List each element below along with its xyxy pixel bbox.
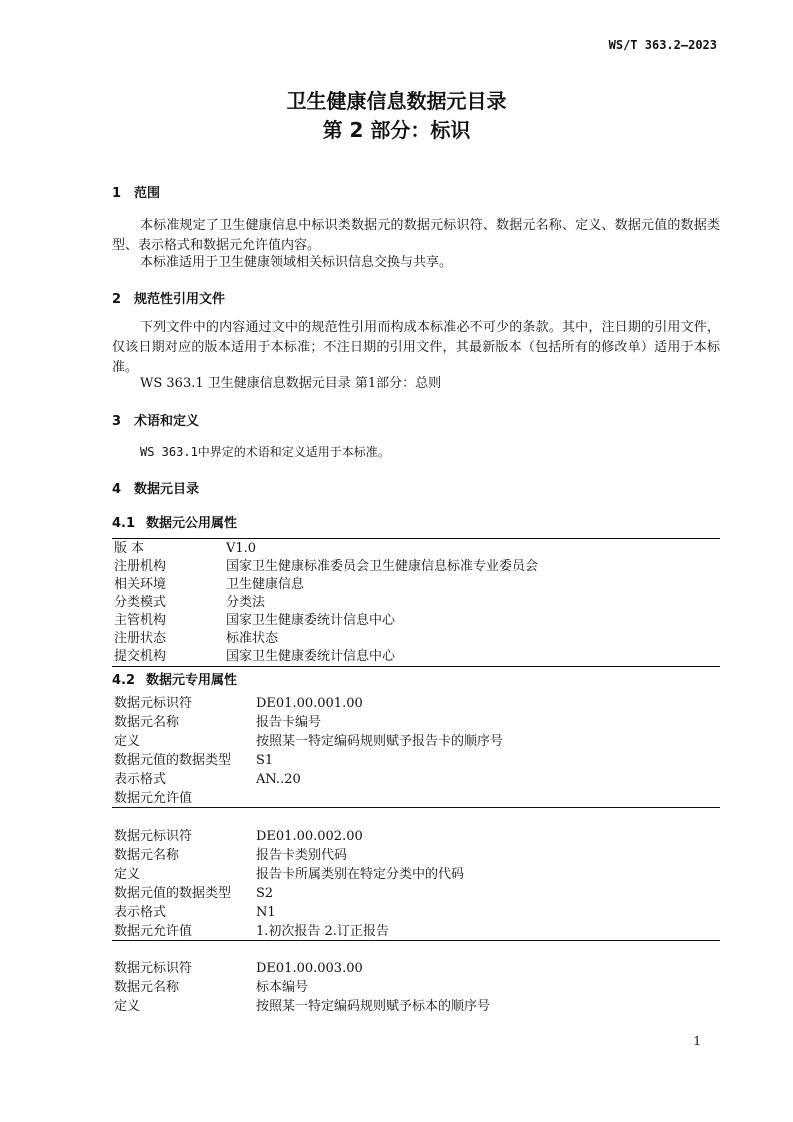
document-code: WS/T 363.2—2023: [608, 38, 717, 52]
section-title: 术语和定义: [134, 414, 200, 429]
block-separator-rule: [112, 807, 720, 808]
attribute-value: N1: [256, 905, 276, 920]
attribute-value: V1.0: [226, 541, 257, 556]
attribute-key: 数据元名称: [114, 848, 180, 863]
attribute-value: 报告卡类别代码: [256, 848, 348, 863]
block-separator-rule: [112, 940, 720, 941]
attribute-value: 报告卡所属类别在特定分类中的代码: [256, 867, 465, 882]
section-1-heading: [112, 182, 160, 201]
attribute-value: 国家卫生健康标准委员会卫生健康信息标准专业委员会: [226, 559, 539, 574]
section-number: 2: [112, 292, 122, 307]
attribute-key: 数据元名称: [114, 980, 180, 995]
section-4-heading: [112, 478, 199, 497]
attribute-key: 数据元值的数据类型: [114, 753, 232, 768]
attribute-value: 分类法: [226, 595, 266, 610]
section-title: 规范性引用文件: [134, 292, 226, 307]
attribute-key: 注册机构: [114, 559, 167, 574]
attribute-key: 数据元标识符: [114, 961, 193, 976]
attribute-value: AN..20: [256, 772, 301, 787]
attribute-value: 1.初次报告 2.订正报告: [256, 924, 389, 939]
attribute-key: 数据元标识符: [114, 696, 193, 711]
section-title: 范围: [134, 186, 161, 201]
attribute-value: DE01.00.002.00: [256, 829, 363, 844]
attribute-key: 注册状态: [114, 631, 167, 646]
attribute-value: 按照某一特定编码规则赋予标本的顺序号: [256, 999, 491, 1014]
normative-reference: WS 363.1 卫生健康信息数据元目录 第1部分：总则: [140, 376, 442, 391]
section-title: 数据元目录: [134, 482, 200, 497]
page-number: 1: [693, 1034, 701, 1048]
attribute-key: 分类模式: [114, 595, 167, 610]
subsection-4-2-heading: [112, 669, 237, 688]
section-title: 数据元专用属性: [146, 673, 238, 688]
section-number: 4.1: [112, 516, 136, 531]
attribute-value: 卫生健康信息: [226, 577, 305, 592]
attribute-key: 主管机构: [114, 613, 167, 628]
attribute-key: 版 本: [114, 541, 145, 556]
section-3-paragraph: WS 363.1中界定的术语和定义适用于本标准。: [140, 445, 390, 459]
attribute-value: 国家卫生健康委统计信息中心: [226, 613, 396, 628]
section-number: 4: [112, 482, 122, 497]
attribute-key: 数据元允许值: [114, 791, 193, 806]
section-number: 4.2: [112, 673, 136, 688]
attribute-key: 数据元标识符: [114, 829, 193, 844]
attribute-value: 标准状态: [226, 631, 279, 646]
attribute-key: 数据元名称: [114, 715, 180, 730]
section-3-heading: [112, 410, 199, 429]
attribute-value: S2: [256, 886, 274, 901]
attribute-key: 表示格式: [114, 772, 167, 787]
attribute-value: 报告卡编号: [256, 715, 322, 730]
attribute-key: 定义: [114, 734, 141, 749]
section-title: 数据元公用属性: [146, 516, 238, 531]
attribute-key: 定义: [114, 867, 141, 882]
attribute-key: 提交机构: [114, 649, 167, 664]
subsection-4-1-heading: [112, 512, 237, 531]
page-subtitle: 第 2 部分：标识: [322, 118, 471, 142]
attribute-key: 相关环境: [114, 577, 167, 592]
attribute-key: 表示格式: [114, 905, 167, 920]
attribute-key: 定义: [114, 999, 141, 1014]
section-number: 3: [112, 414, 122, 429]
section-1-paragraph-2: 本标准适用于卫生健康领域相关标识信息交换与共享。: [140, 255, 453, 270]
section-number: 1: [112, 186, 122, 201]
section-2-paragraph: 下列文件中的内容通过文中的规范性引用而构成本标准必不可少的条款。其中，注日期的引用文件，仅该日期对应的版本适用于本标准；不注日期的引用文件，其最新版本（包括所有的修改单）适用于本标准。: [112, 320, 720, 375]
section-2-heading: [112, 288, 225, 307]
attribute-value: 标本编号: [256, 980, 309, 995]
attribute-key: 数据元值的数据类型: [114, 886, 232, 901]
page-title: 卫生健康信息数据元目录: [286, 89, 507, 113]
attribute-value: DE01.00.003.00: [256, 961, 363, 976]
attribute-value: S1: [256, 753, 274, 768]
section-1-paragraph: 本标准规定了卫生健康信息中标识类数据元的数据元标识符、数据元名称、定义、数据元值的数据类型、表示格式和数据元允许值内容。: [112, 218, 720, 253]
attribute-key: 数据元允许值: [114, 924, 193, 939]
attribute-value: DE01.00.001.00: [256, 696, 363, 711]
attribute-value: 国家卫生健康委统计信息中心: [226, 649, 396, 664]
attribute-value: 按照某一特定编码规则赋予报告卡的顺序号: [256, 734, 504, 749]
table-bottom-rule: [112, 666, 720, 667]
table-top-rule: [112, 538, 720, 539]
